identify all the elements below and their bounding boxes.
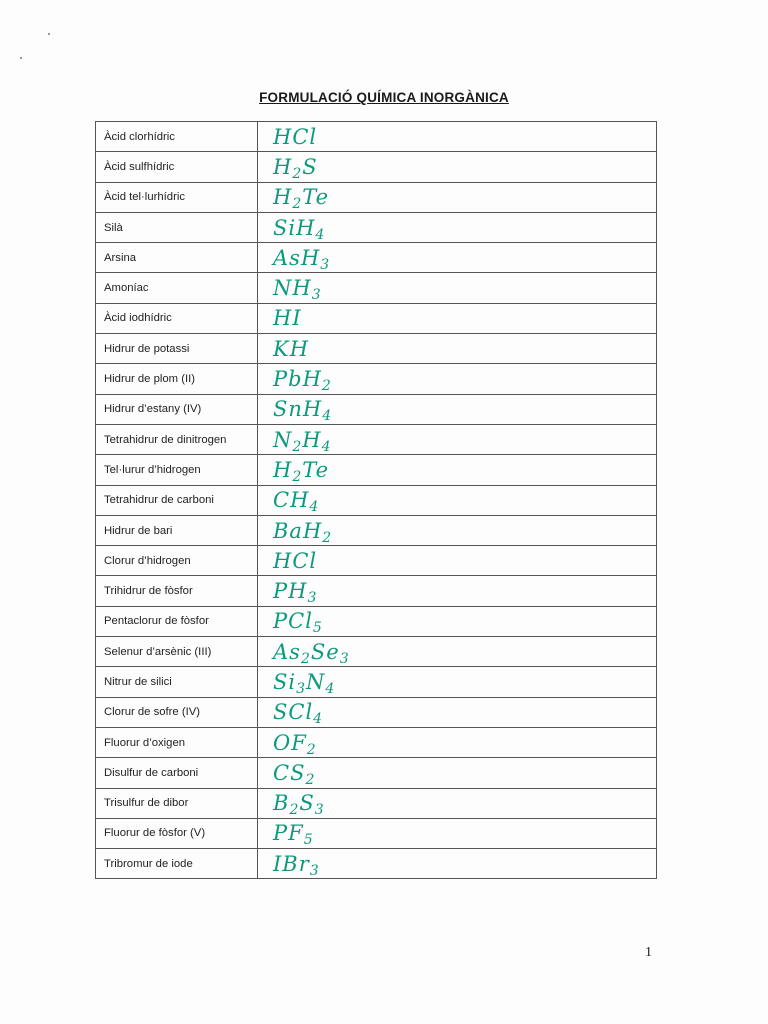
compound-name: Trisulfur de dibor <box>96 788 258 818</box>
compound-name: Tel·lurur d’hidrogen <box>96 455 258 485</box>
handwritten-formula <box>258 515 657 545</box>
formula-symbol: OF <box>273 730 307 755</box>
table-row <box>96 243 657 273</box>
compound-name: Hidrur de bari <box>96 515 258 545</box>
formula-subscript: 2 <box>289 802 300 819</box>
compound-name: Hidrur de plom (II) <box>96 364 258 394</box>
formula-symbol: N <box>306 669 326 694</box>
scan-speck <box>48 33 50 35</box>
handwritten-formula <box>258 303 657 333</box>
table-row <box>96 273 657 303</box>
formula-symbol: B <box>273 791 290 816</box>
formula-subscript: 2 <box>292 196 303 213</box>
handwritten-formula <box>258 182 657 212</box>
formula-symbol: SCl <box>273 700 314 725</box>
formula-symbol: HCl <box>273 124 318 149</box>
formula-symbol: BaH <box>273 518 323 543</box>
compound-name: Nitrur de silici <box>96 667 258 697</box>
table-row <box>96 334 657 364</box>
formula-symbol: KH <box>273 336 310 361</box>
formula-symbol: N <box>273 427 293 452</box>
table-row <box>96 182 657 212</box>
formula-symbol: IBr <box>273 851 310 876</box>
table-row <box>96 515 657 545</box>
compound-name: Àcid iodhídric <box>96 303 258 333</box>
compound-name: Silà <box>96 212 258 242</box>
formula-symbol: S <box>299 791 315 816</box>
formula-subscript: 2 <box>306 741 317 758</box>
formula-table <box>95 121 657 879</box>
handwritten-formula <box>258 667 657 697</box>
handwritten-formula <box>258 455 657 485</box>
compound-name: Arsina <box>96 243 258 273</box>
formula-subscript: 4 <box>325 680 336 697</box>
formula-symbol: NH <box>273 276 312 301</box>
handwritten-formula <box>258 727 657 757</box>
table-row <box>96 788 657 818</box>
compound-name: Pentaclorur de fòsfor <box>96 606 258 636</box>
handwritten-formula <box>258 273 657 303</box>
formula-symbol: SiH <box>273 215 316 240</box>
formula-subscript: 2 <box>300 650 311 667</box>
formula-subscript: 3 <box>314 802 325 819</box>
handwritten-formula <box>258 637 657 667</box>
formula-symbol: Te <box>302 457 330 482</box>
formula-subscript: 4 <box>321 438 332 455</box>
formula-symbol: H <box>273 457 293 482</box>
handwritten-formula <box>258 122 657 152</box>
formula-subscript: 3 <box>339 650 350 667</box>
handwritten-formula <box>258 849 657 879</box>
handwritten-formula <box>258 606 657 636</box>
formula-subscript: 4 <box>322 408 333 425</box>
handwritten-formula <box>258 334 657 364</box>
handwritten-formula <box>258 576 657 606</box>
table-row <box>96 455 657 485</box>
formula-subscript: 2 <box>305 771 316 788</box>
table-row <box>96 576 657 606</box>
compound-name: Hidrur d’estany (IV) <box>96 394 258 424</box>
table-row <box>96 727 657 757</box>
formula-symbol: Si <box>273 669 297 694</box>
handwritten-formula <box>258 364 657 394</box>
compound-name: Fluorur d’oxigen <box>96 727 258 757</box>
formula-symbol: H <box>273 185 293 210</box>
formula-symbol: Te <box>302 185 330 210</box>
table-row <box>96 667 657 697</box>
table-row <box>96 546 657 576</box>
compound-name: Àcid clorhídric <box>96 122 258 152</box>
compound-name: Amoníac <box>96 273 258 303</box>
handwritten-formula <box>258 394 657 424</box>
handwritten-formula <box>258 485 657 515</box>
handwritten-formula <box>258 243 657 273</box>
formula-subscript: 5 <box>312 620 323 637</box>
handwritten-formula <box>258 788 657 818</box>
formula-subscript: 4 <box>309 499 320 516</box>
table-row <box>96 364 657 394</box>
compound-name: Àcid sulfhídric <box>96 152 258 182</box>
table-row <box>96 122 657 152</box>
compound-name: Trihidrur de fòsfor <box>96 576 258 606</box>
compound-name: Clorur de sofre (IV) <box>96 697 258 727</box>
formula-subscript: 2 <box>292 468 303 485</box>
compound-name: Selenur d’arsènic (III) <box>96 637 258 667</box>
formula-symbol: H <box>302 427 322 452</box>
formula-subscript: 3 <box>320 256 331 273</box>
table-row <box>96 849 657 879</box>
formula-subscript: 4 <box>313 711 324 728</box>
formula-symbol: As <box>273 639 301 664</box>
formula-subscript: 2 <box>292 165 303 182</box>
formula-symbol: CS <box>273 760 306 785</box>
compound-name: Tribromur de iode <box>96 849 258 879</box>
formula-subscript: 3 <box>307 590 318 607</box>
table-row <box>96 606 657 636</box>
formula-subscript: 5 <box>303 832 314 849</box>
formula-symbol: Se <box>310 639 340 664</box>
table-row <box>96 818 657 848</box>
scan-speck <box>20 57 22 59</box>
compound-name: Disulfur de carboni <box>96 758 258 788</box>
formula-symbol: AsH <box>273 245 321 270</box>
formula-symbol: H <box>273 154 293 179</box>
table-row <box>96 394 657 424</box>
formula-subscript: 2 <box>322 529 333 546</box>
formula-symbol: HI <box>273 306 302 331</box>
handwritten-formula <box>258 818 657 848</box>
page-number: 1 <box>645 945 652 960</box>
handwritten-formula <box>258 546 657 576</box>
formula-symbol: S <box>302 154 318 179</box>
formula-subscript: 4 <box>315 226 326 243</box>
handwritten-formula <box>258 758 657 788</box>
table-row <box>96 212 657 242</box>
table-row <box>96 152 657 182</box>
formula-subscript: 3 <box>311 287 322 304</box>
table-row <box>96 758 657 788</box>
handwritten-formula <box>258 152 657 182</box>
formula-subscript: 2 <box>292 438 303 455</box>
formula-subscript: 3 <box>296 680 307 697</box>
formula-table-body <box>96 122 657 879</box>
formula-subscript: 2 <box>321 378 332 395</box>
compound-name: Tetrahidrur de dinitrogen <box>96 424 258 454</box>
page-title: FORMULACIÓ QUÍMICA INORGÀNICA <box>259 90 509 105</box>
table-row <box>96 424 657 454</box>
formula-symbol: PF <box>273 821 304 846</box>
formula-symbol: SnH <box>273 397 323 422</box>
table-row <box>96 303 657 333</box>
formula-symbol: PH <box>273 579 308 604</box>
table-row <box>96 485 657 515</box>
compound-name: Àcid tel·lurhídric <box>96 182 258 212</box>
formula-symbol: CH <box>273 488 310 513</box>
formula-symbol: PbH <box>273 367 322 392</box>
compound-name: Clorur d’hidrogen <box>96 546 258 576</box>
compound-name: Hidrur de potassi <box>96 334 258 364</box>
table-row <box>96 697 657 727</box>
compound-name: Fluorur de fòsfor (V) <box>96 818 258 848</box>
handwritten-formula <box>258 424 657 454</box>
handwritten-formula <box>258 697 657 727</box>
compound-name: Tetrahidrur de carboni <box>96 485 258 515</box>
formula-symbol: PCl <box>273 609 313 634</box>
table-row <box>96 637 657 667</box>
handwritten-formula <box>258 212 657 242</box>
formula-symbol: HCl <box>273 548 318 573</box>
formula-subscript: 3 <box>309 862 320 879</box>
